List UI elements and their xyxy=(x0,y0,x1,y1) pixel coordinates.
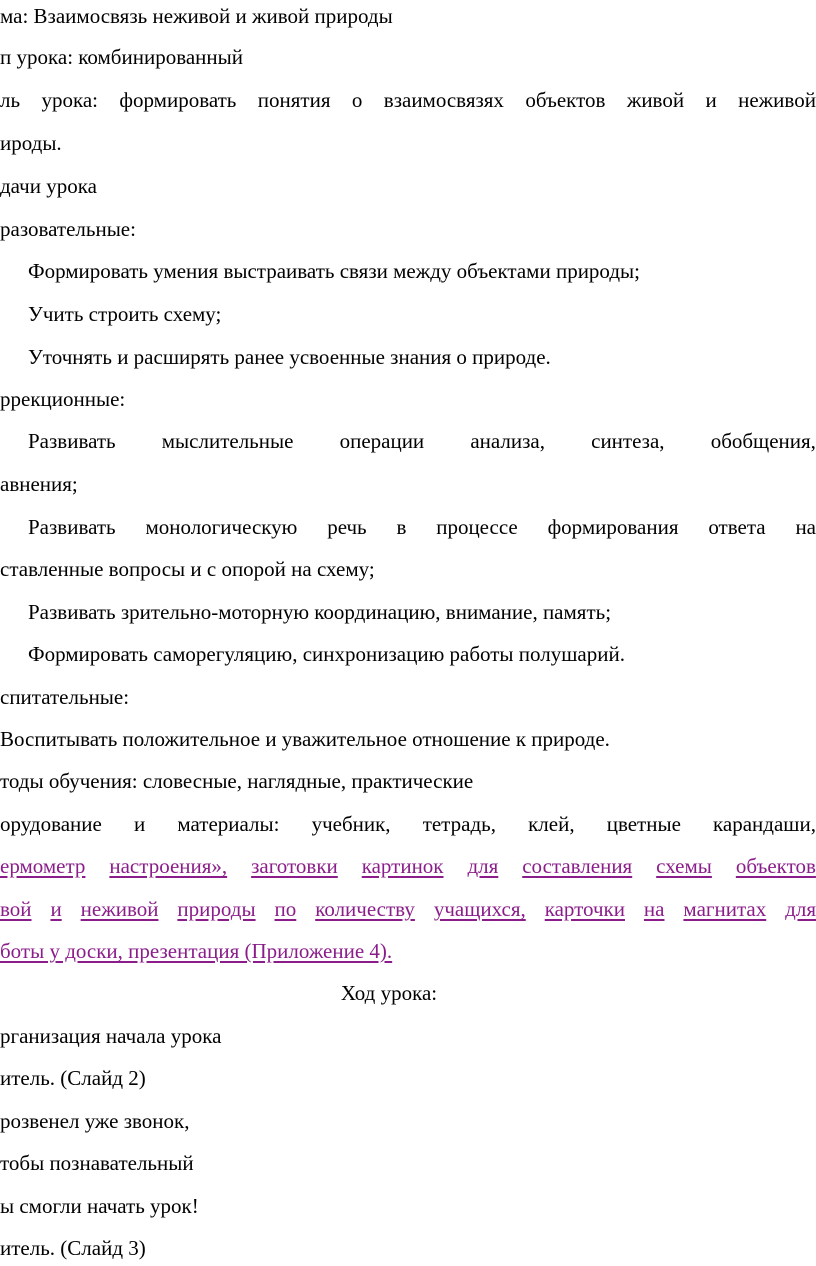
correctional-item-1-line-2: авнения; xyxy=(0,472,78,496)
upbringing-heading: спитательные: xyxy=(0,685,130,709)
teaching-methods: тоды обучения: словесные, наглядные, практические xyxy=(0,769,474,793)
lesson-topic: ма: Взаимосвязь неживой и живой природы xyxy=(0,4,393,28)
correctional-item-3: Развивать зрительно-моторную координацию, внимание, память; xyxy=(28,600,612,624)
educational-heading: разовательные: xyxy=(0,217,136,241)
teacher-slide-3: итель. (Слайд 3) xyxy=(0,1236,146,1260)
upbringing-item-1: Воспитывать положительное и уважительное отношение к природе. xyxy=(0,727,610,751)
lesson-tasks-heading: дачи урока xyxy=(0,174,97,198)
equipment-line-1: орудование и материалы: учебник, тетрадь, клей, цветные карандаши, xyxy=(0,812,816,836)
lesson-type: п урока: комбинированный xyxy=(0,45,243,69)
lesson-goal-line-1: ль урока: формировать понятия о взаимосвязях объектов живой и неживой xyxy=(0,88,816,112)
educational-item-3: Уточнять и расширять ранее усвоенные знания о природе. xyxy=(28,345,551,369)
lesson-start-heading: рганизация начала урока xyxy=(0,1024,222,1048)
equipment-link-line-2[interactable]: вой и неживой природы по количеству учащихся, карточки на магнитах для xyxy=(0,897,816,921)
lesson-course-heading: Ход урока: xyxy=(340,981,438,1005)
poem-line-3: ы смогли начать урок! xyxy=(0,1194,199,1218)
poem-line-1: розвенел уже звонок, xyxy=(0,1109,190,1133)
correctional-item-2-line-2: ставленные вопросы и с опорой на схему; xyxy=(0,557,375,581)
correctional-heading: ррекционные: xyxy=(0,387,126,411)
correctional-item-4: Формировать саморегуляцию, синхронизацию работы полушарий. xyxy=(28,642,625,666)
equipment-link-line-1[interactable]: ермометр настроения», заготовки картинок для составления схемы объектов xyxy=(0,854,816,878)
educational-item-1: Формировать умения выстраивать связи между объектами природы; xyxy=(28,259,640,283)
lesson-goal-line-2: ироды. xyxy=(0,131,62,155)
equipment-link-line-3[interactable]: боты у доски, презентация (Приложение 4). xyxy=(0,939,393,963)
teacher-slide-2: итель. (Слайд 2) xyxy=(0,1066,146,1090)
poem-line-2: тобы познавательный xyxy=(0,1151,194,1175)
educational-item-2: Учить строить схему; xyxy=(28,302,222,326)
correctional-item-1-line-1: Развивать мыслительные операции анализа, синтеза, обобщения, xyxy=(28,429,816,453)
correctional-item-2-line-1: Развивать монологическую речь в процессе формирования ответа на xyxy=(28,515,816,539)
